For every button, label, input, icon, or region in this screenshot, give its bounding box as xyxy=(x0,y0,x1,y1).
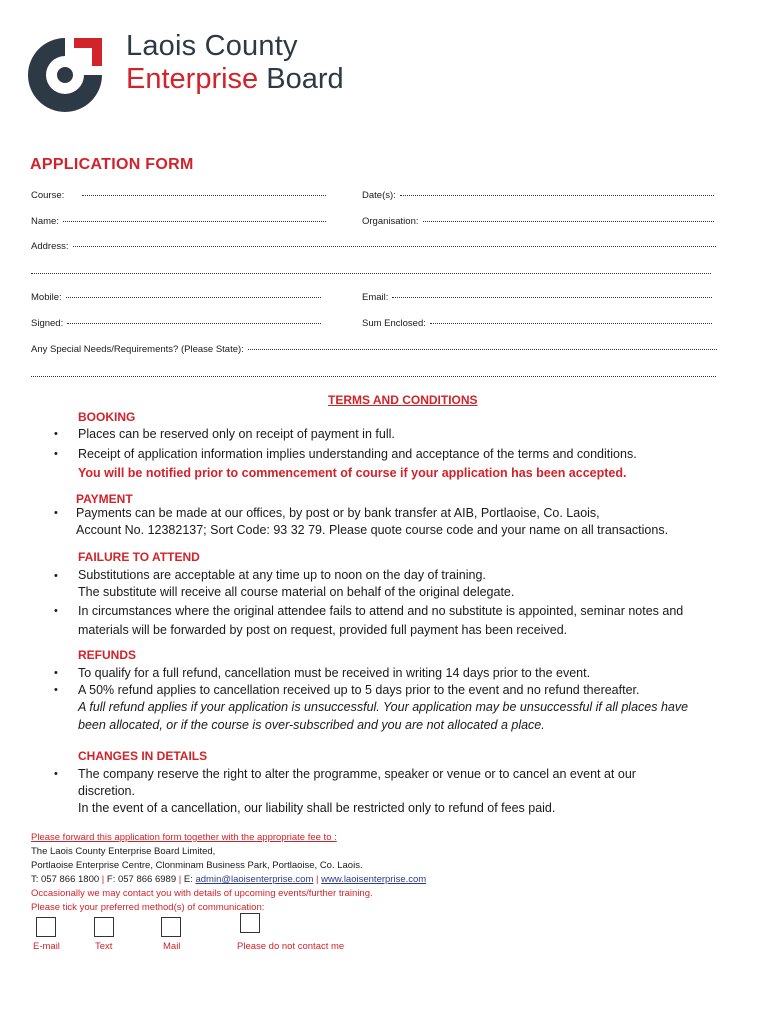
website-link[interactable]: www.laoisenterprise.com xyxy=(321,874,427,885)
refunds-heading: REFUNDS xyxy=(78,648,137,662)
form-title: APPLICATION FORM xyxy=(30,156,194,173)
failure-item-2-line-1: In circumstances where the original attendee fails to attend and no substitute is appointed, seminar notes and xyxy=(78,604,684,618)
terms-heading: TERMS AND CONDITIONS xyxy=(328,393,478,407)
do-not-contact-option-label: Please do not contact me xyxy=(237,941,345,952)
address-line-2[interactable] xyxy=(31,272,711,274)
address-field[interactable] xyxy=(31,241,716,252)
forward-instruction: Please forward this application form together with the appropriate fee to : xyxy=(31,832,337,843)
footer-contact-line xyxy=(31,874,426,885)
course-field[interactable] xyxy=(31,190,326,201)
footer-address: Portlaoise Enterprise Centre, Clonminam Business Park, Portlaoise, Co. Laois. xyxy=(31,860,363,871)
bullet-icon: • xyxy=(54,768,58,780)
mail-checkbox[interactable] xyxy=(161,917,181,937)
dates-label: Date(s): xyxy=(362,190,396,201)
bullet-icon: • xyxy=(54,605,58,617)
bullet-icon: • xyxy=(54,448,58,460)
special-needs-line-2[interactable] xyxy=(31,375,716,377)
bullet-icon: • xyxy=(54,507,58,519)
email-label: Email: xyxy=(362,292,389,303)
course-label: Course: xyxy=(31,190,65,201)
changes-item-1-line-3: In the event of a cancellation, our liability shall be restricted only to refund of fees paid. xyxy=(78,801,556,815)
failure-item-1-line-1: Substitutions are acceptable at any time up to noon on the day of training. xyxy=(78,568,486,582)
separator: | xyxy=(178,874,182,885)
bullet-icon: • xyxy=(54,684,58,696)
sum-enclosed-label: Sum Enclosed: xyxy=(362,318,426,329)
name-label: Name: xyxy=(31,216,59,227)
separator: | xyxy=(316,874,319,885)
refunds-note-line-2: been allocated, or if the course is over-subscribed and you are not allocated a place. xyxy=(78,718,545,732)
tick-note: Please tick your preferred method(s) of communication: xyxy=(31,902,265,913)
special-needs-label: Any Special Needs/Requirements? (Please State): xyxy=(31,344,244,355)
logo-icon xyxy=(24,34,106,116)
email-field[interactable] xyxy=(362,292,712,303)
mail-option-label: Mail xyxy=(163,941,181,952)
name-field[interactable] xyxy=(31,216,326,227)
booking-item-2: Receipt of application information implies understanding and acceptance of the terms and conditions. xyxy=(78,447,637,461)
refunds-item-2: A 50% refund applies to cancellation received up to 5 days prior to the event and no refund thereafter. xyxy=(78,683,640,697)
email-link[interactable]: admin@laoisenterprise.com xyxy=(195,874,314,885)
changes-item-1-line-2: discretion. xyxy=(78,784,135,798)
org-name-board: Board xyxy=(266,63,344,95)
bullet-icon: • xyxy=(54,667,58,679)
email-checkbox[interactable] xyxy=(36,917,56,937)
footer-fax: F: 057 866 6989 xyxy=(106,874,177,885)
footer-email-label: E: xyxy=(183,874,193,885)
signed-field[interactable] xyxy=(31,318,321,329)
bullet-icon: • xyxy=(54,428,58,440)
organisation-label: Organisation: xyxy=(362,216,419,227)
payment-item-1-line-2: Account No. 12382137; Sort Code: 93 32 79. Please quote course code and your name on all transactions. xyxy=(76,523,669,537)
mobile-field[interactable] xyxy=(31,292,321,303)
booking-note: You will be notified prior to commencement of course if your application has been accepted. xyxy=(78,466,627,480)
failure-item-2-line-2: materials will be forwarded by post on request, provided full payment has been received. xyxy=(78,623,568,637)
failure-item-1-line-2: The substitute will receive all course material on behalf of the original delegate. xyxy=(78,585,515,599)
organisation-field[interactable] xyxy=(362,216,714,227)
changes-item-1-line-1: The company reserve the right to alter the programme, speaker or venue or to cancel an event at our xyxy=(78,767,636,781)
contact-note: Occasionally we may contact you with details of upcoming events/further training. xyxy=(31,888,373,899)
text-option-label: Text xyxy=(95,941,113,952)
separator: | xyxy=(101,874,105,885)
payment-item-1-line-1: Payments can be made at our offices, by post or by bank transfer at AIB, Portlaoise, Co. Laois, xyxy=(76,506,600,520)
address-label: Address: xyxy=(31,241,69,252)
org-name-enterprise: Enterprise xyxy=(126,63,259,95)
booking-item-1: Places can be reserved only on receipt of payment in full. xyxy=(78,427,395,441)
org-name-line1: Laois County xyxy=(126,30,298,62)
changes-heading: CHANGES IN DETAILS xyxy=(78,749,208,763)
refunds-note-line-1: A full refund applies if your application is unsuccessful. Your application may be unsuccessful if all places have xyxy=(78,700,689,714)
footer-org: The Laois County Enterprise Board Limited, xyxy=(31,846,216,857)
special-needs-field[interactable] xyxy=(31,344,717,355)
mobile-label: Mobile: xyxy=(31,292,62,303)
signed-label: Signed: xyxy=(31,318,64,329)
bullet-icon: • xyxy=(54,570,58,582)
payment-heading: PAYMENT xyxy=(76,492,133,506)
dates-field[interactable] xyxy=(362,190,714,201)
org-name-line2 xyxy=(126,63,344,96)
footer-tel: T: 057 866 1800 xyxy=(31,874,100,885)
email-option-label: E-mail xyxy=(33,941,60,952)
refunds-item-1: To qualify for a full refund, cancellation must be received in writing 14 days prior to the event. xyxy=(78,666,591,680)
booking-heading: BOOKING xyxy=(78,410,136,424)
do-not-contact-checkbox[interactable] xyxy=(240,913,260,933)
failure-heading: FAILURE TO ATTEND xyxy=(78,550,200,564)
sum-enclosed-field[interactable] xyxy=(362,318,712,329)
text-checkbox[interactable] xyxy=(94,917,114,937)
